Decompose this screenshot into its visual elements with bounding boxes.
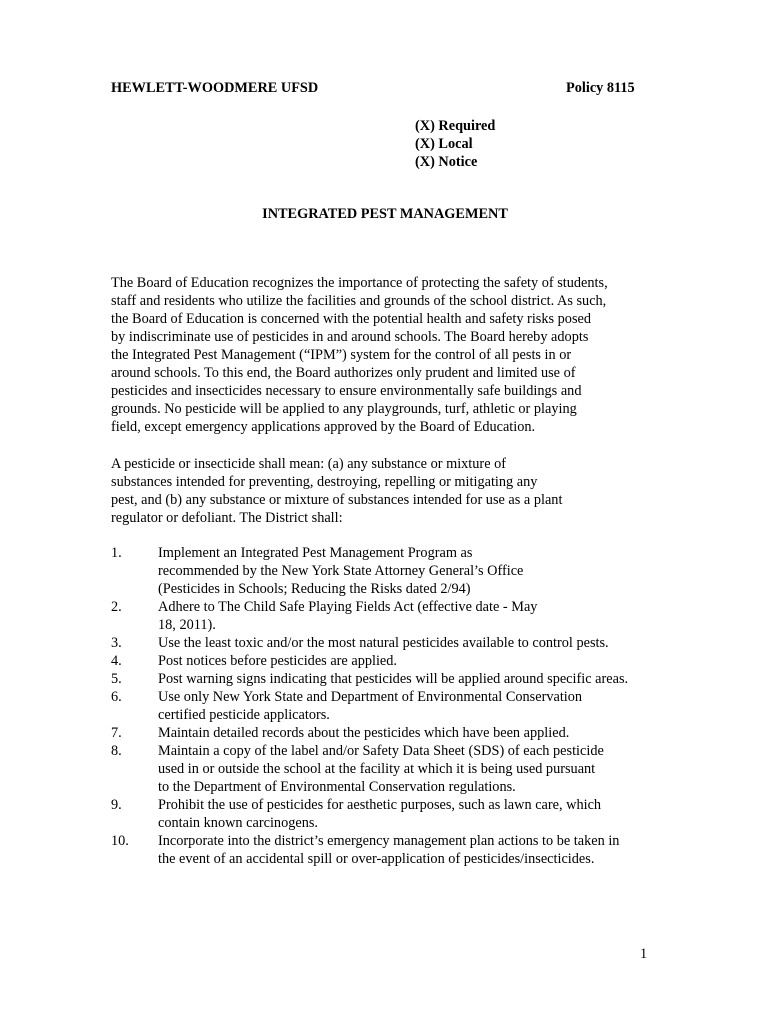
list-item-line: used in or outside the school at the facility at which it is being used pursuant: [158, 761, 596, 777]
list-number: 1.: [111, 545, 122, 561]
list-item-line: certified pesticide applicators.: [158, 707, 330, 723]
paragraph-line: substances intended for preventing, destroying, repelling or mitigating any: [111, 474, 538, 490]
paragraph-line: around schools. To this end, the Board authorizes only prudent and limited use of: [111, 365, 576, 381]
list-item-line: Implement an Integrated Pest Management Program as: [158, 545, 473, 561]
list-item-line: the event of an accidental spill or over-application of pesticides/insecticides.: [158, 851, 595, 867]
list-item-line: contain known carcinogens.: [158, 815, 318, 831]
list-number: 9.: [111, 797, 122, 813]
page-title: INTEGRATED PEST MANAGEMENT: [262, 206, 508, 222]
list-number: 6.: [111, 689, 122, 705]
paragraph-line: the Integrated Pest Management (“IPM”) system for the control of all pests in or: [111, 347, 572, 363]
list-item-line: 18, 2011).: [158, 617, 216, 633]
flag-required: (X) Required: [415, 118, 496, 134]
paragraph-line: field, except emergency applications approved by the Board of Education.: [111, 419, 536, 435]
list-item-line: Post warning signs indicating that pesticides will be applied around specific areas.: [158, 671, 629, 687]
list-number: 2.: [111, 599, 122, 615]
policy-number: Policy 8115: [566, 80, 635, 96]
list-number: 8.: [111, 743, 122, 759]
paragraph-line: pesticides and insecticides necessary to ensure environmentally safe buildings and: [111, 383, 582, 399]
paragraph-line: regulator or defoliant. The District shall:: [111, 510, 343, 526]
paragraph-line: A pesticide or insecticide shall mean: (a) any substance or mixture of: [111, 456, 507, 472]
paragraph-line: grounds. No pesticide will be applied to any playgrounds, turf, athletic or playing: [111, 401, 577, 417]
list-number: 7.: [111, 725, 122, 741]
district-name: HEWLETT-WOODMERE UFSD: [111, 80, 319, 96]
list-item-line: Prohibit the use of pesticides for aesthetic purposes, such as lawn care, which: [158, 797, 602, 813]
list-item-line: Use only New York State and Department of Environmental Conservation: [158, 689, 583, 705]
paragraph-line: by indiscriminate use of pesticides in and around schools. The Board hereby adopts: [111, 329, 589, 345]
list-item-line: recommended by the New York State Attorney General’s Office: [158, 563, 524, 579]
paragraph-line: the Board of Education is concerned with the potential health and safety risks posed: [111, 311, 591, 327]
list-number: 10.: [111, 833, 129, 849]
list-number: 4.: [111, 653, 122, 669]
list-item-line: (Pesticides in Schools; Reducing the Risks dated 2/94): [158, 581, 471, 597]
paragraph-line: The Board of Education recognizes the importance of protecting the safety of students,: [111, 275, 608, 291]
page-number: 1: [640, 946, 648, 962]
list-item-line: to the Department of Environmental Conservation regulations.: [158, 779, 516, 795]
list-item-line: Adhere to The Child Safe Playing Fields Act (effective date - May: [158, 599, 538, 615]
list-item-line: Maintain a copy of the label and/or Safety Data Sheet (SDS) of each pesticide: [158, 743, 604, 759]
paragraph-line: pest, and (b) any substance or mixture of substances intended for use as a plant: [111, 492, 563, 508]
list-item-line: Incorporate into the district’s emergency management plan actions to be taken in: [158, 833, 620, 849]
flag-notice: (X) Notice: [415, 154, 478, 170]
list-item-line: Post notices before pesticides are applied.: [158, 653, 397, 669]
list-item-line: Use the least toxic and/or the most natural pesticides available to control pests.: [158, 635, 609, 651]
list-number: 5.: [111, 671, 122, 687]
flag-local: (X) Local: [415, 136, 473, 152]
policy-flags: [415, 117, 495, 171]
paragraph-line: staff and residents who utilize the facilities and grounds of the school district. As such,: [111, 293, 607, 309]
list-item-line: Maintain detailed records about the pesticides which have been applied.: [158, 725, 570, 741]
list-number: 3.: [111, 635, 122, 651]
